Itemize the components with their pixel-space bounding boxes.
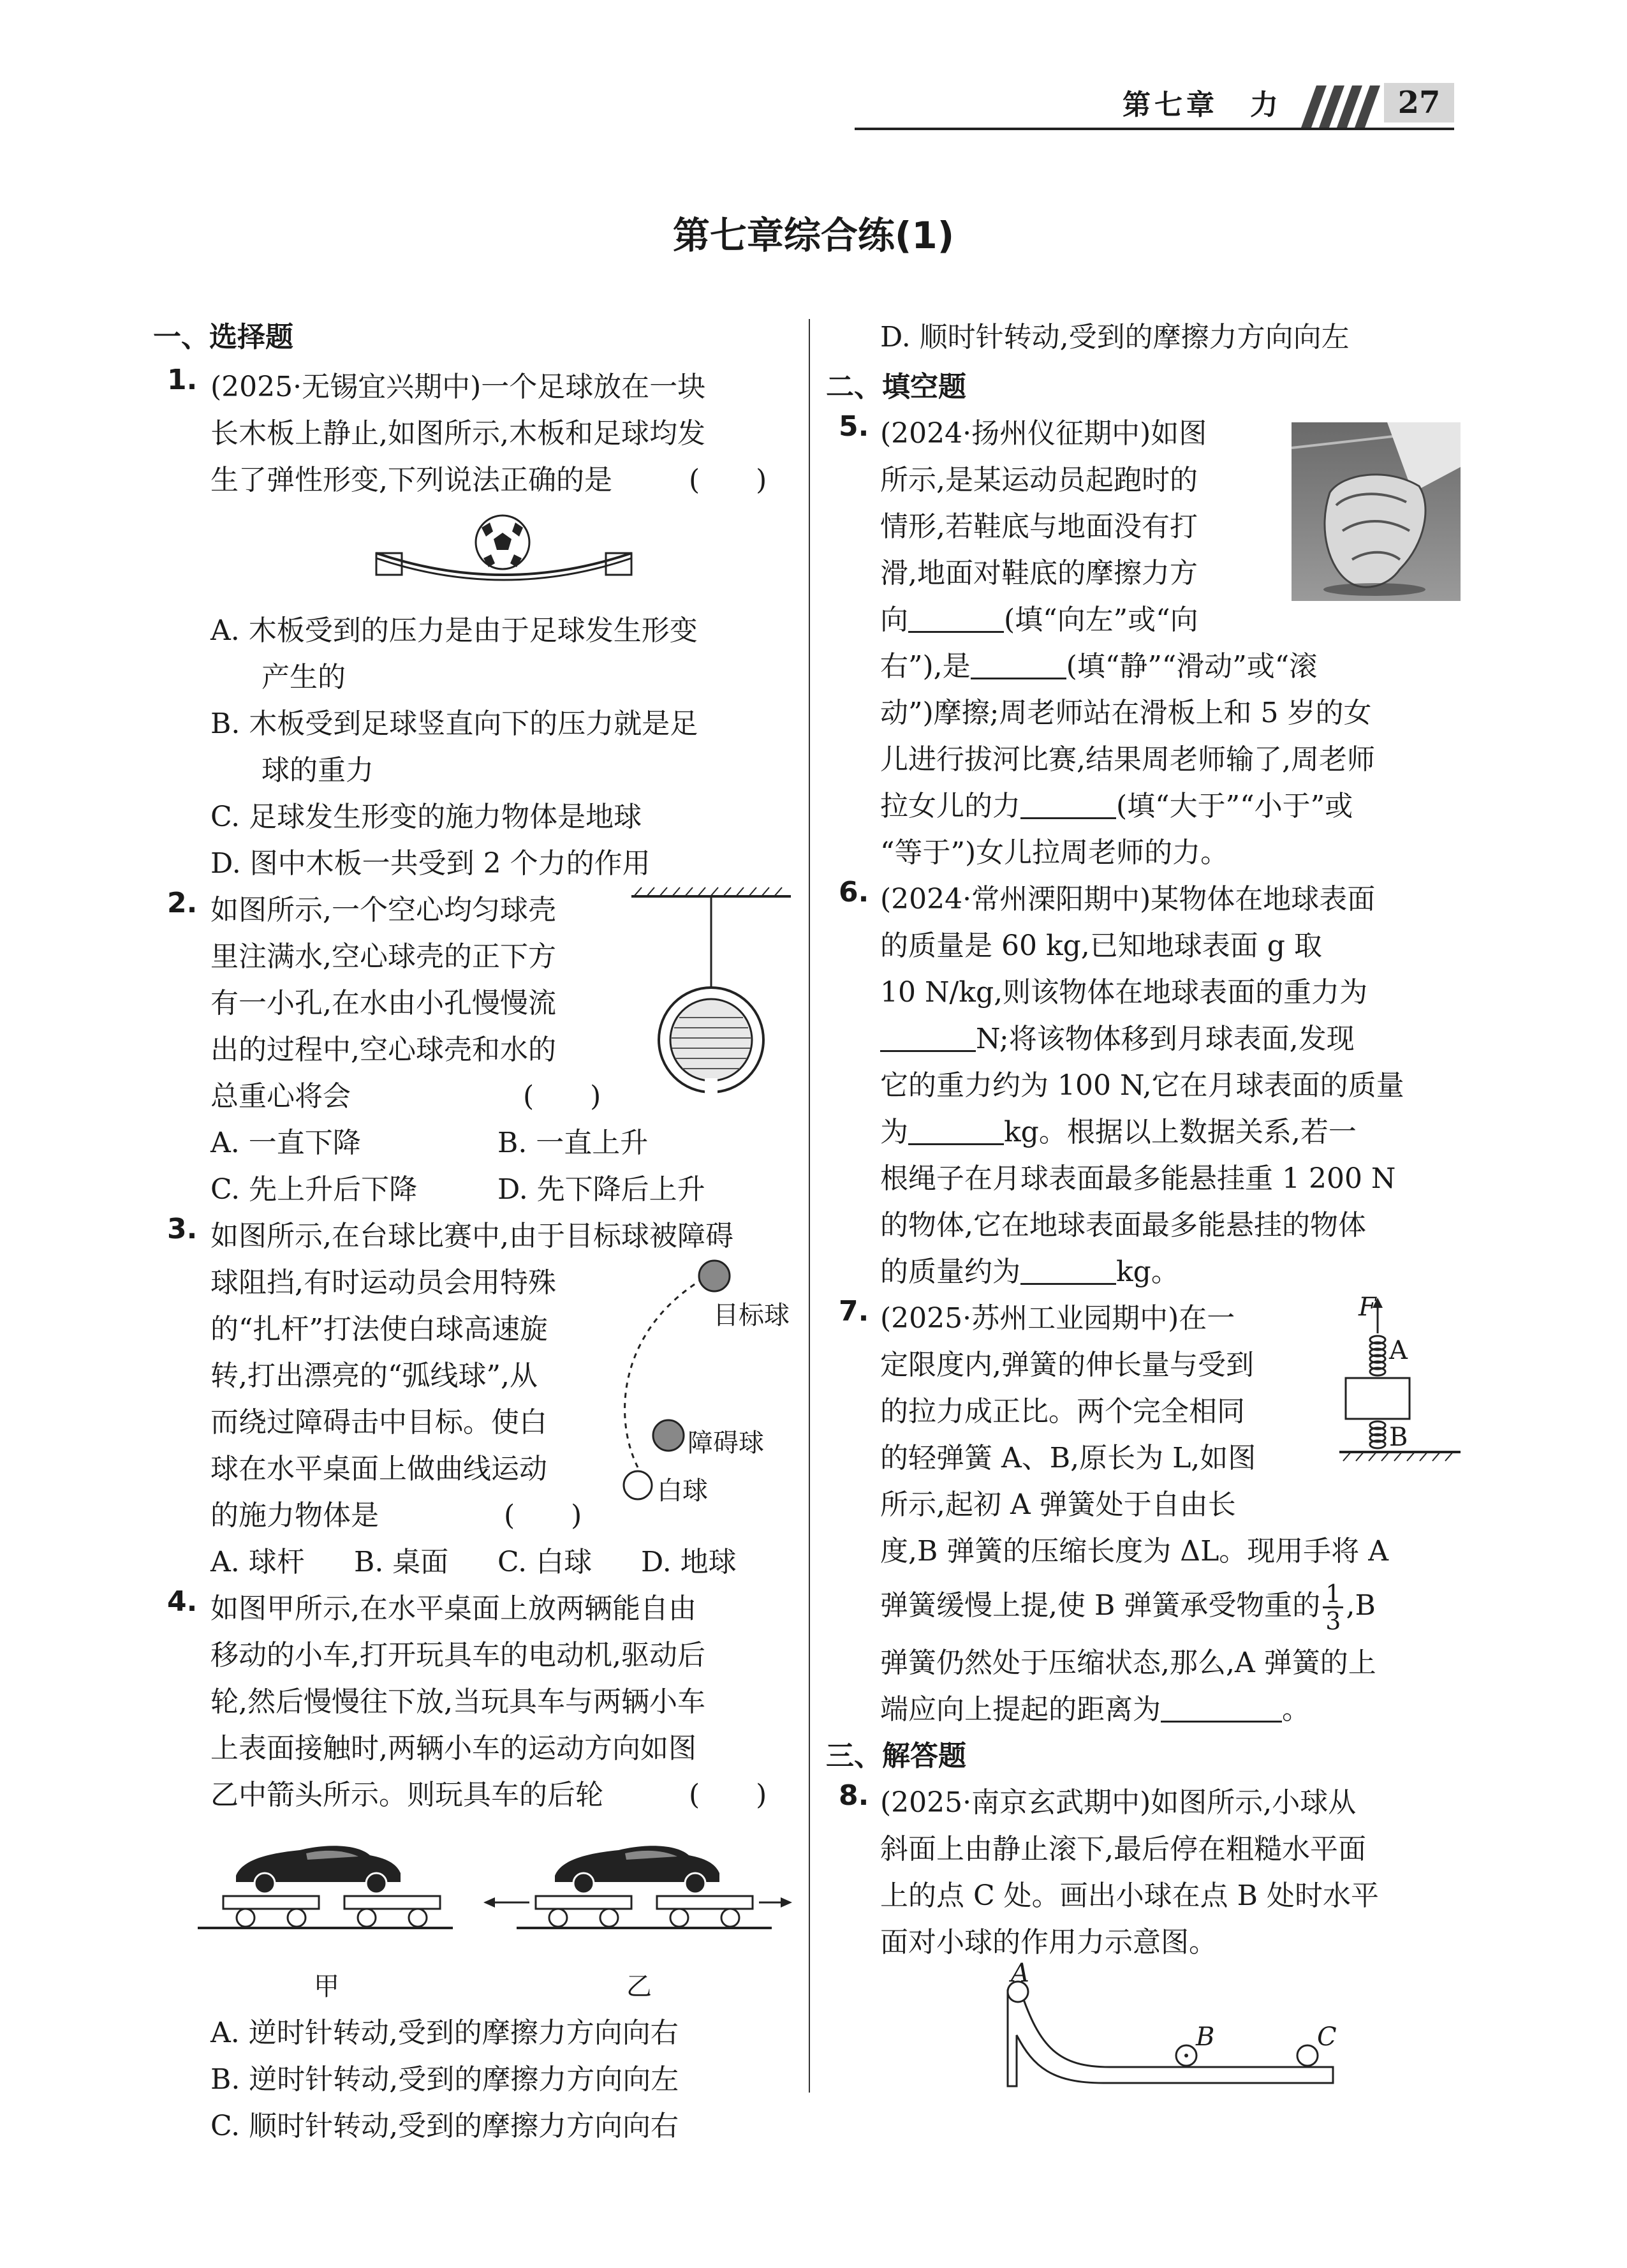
q3-option-b: B. 桌面	[354, 1546, 449, 1578]
q5-line-6-text: 右”),是	[880, 650, 971, 683]
q7-line-8: 弹簧仍然处于压缩状态,那么,A 弹簧的上	[880, 1647, 1376, 1679]
q1-option-b-cont: 球的重力	[261, 754, 374, 787]
q5-line-4: 滑,地面对鞋底的摩擦力方	[880, 557, 1198, 589]
q5-line-6	[880, 643, 1317, 684]
q6-line-4	[880, 1016, 1355, 1056]
q1-football-figure	[370, 514, 638, 597]
q8-line-4: 面对小球的作用力示意图。	[880, 1926, 1217, 1959]
q4-line-4: 上表面接触时,两辆小车的运动方向如图	[210, 1732, 696, 1765]
page-title: 第七章综合练(1)	[672, 214, 955, 257]
q7-line-7-text: 弹簧缓慢上提,使 B 弹簧承受物重的	[880, 1589, 1321, 1622]
q1-answer-paren[interactable]: ( )	[689, 464, 767, 496]
q5-line-3: 情形,若鞋底与地面没有打	[880, 510, 1198, 543]
q6-line-7: 根绳子在月球表面最多能悬挂重 1 200 N	[880, 1162, 1396, 1195]
q6-blank-2[interactable]	[908, 1118, 1004, 1145]
column-divider	[809, 319, 810, 2093]
q7-fraction-denominator: 3	[1325, 1607, 1341, 1635]
page-number: 27	[1384, 83, 1454, 122]
q5-line-9-text: 拉女儿的力	[880, 790, 1020, 822]
q6-blank-1[interactable]	[880, 1025, 976, 1052]
q5-line-1: (2024·扬州仪征期中)如图	[880, 417, 1207, 450]
q7-line-9-tail: 。	[1282, 1693, 1310, 1726]
q3-line-3: 的“扎杆”打法使白球高速旋	[210, 1313, 548, 1345]
q1-option-b: B. 木板受到足球竖直向下的压力就是足	[210, 708, 698, 740]
q3-obstacle-ball-label: 障碍球	[688, 1428, 764, 1458]
section-solve-heading: 三、解答题	[826, 1740, 966, 1772]
q3-billiards-figure	[612, 1250, 804, 1506]
q3-line-5: 而绕过障碍击中目标。使白	[210, 1406, 547, 1439]
q6-line-9-tail: kg。	[1116, 1256, 1179, 1288]
q2-line-2: 里注满水,空心球壳的正下方	[210, 940, 556, 973]
q7-line-4: 的轻弹簧 A、B,原长为 L,如图	[880, 1442, 1256, 1474]
q4-line-2: 移动的小车,打开玩具车的电动机,驱动后	[210, 1639, 705, 1671]
q4-option-b: B. 逆时针转动,受到的摩擦力方向向左	[210, 2063, 679, 2096]
q4-line-5: 乙中箭头所示。则玩具车的后轮	[210, 1779, 603, 1811]
q4-figure-a-toy-car-and-carts	[191, 1825, 459, 1965]
q1-option-d: D. 图中木板一共受到 2 个力的作用	[210, 847, 651, 880]
q8-ramp-figure	[995, 1971, 1352, 2099]
q2-option-b: B. 一直上升	[497, 1127, 649, 1159]
section-choice-heading: 一、选择题	[153, 321, 293, 353]
q2-line-1: 如图所示,一个空心均匀球壳	[210, 894, 556, 926]
q5-line-2: 所示,是某运动员起跑时的	[880, 464, 1198, 496]
q2-answer-paren[interactable]: ( )	[523, 1080, 601, 1113]
q5-line-5-text: 向	[880, 604, 908, 636]
q3-line-4: 转,打出漂亮的“弧线球”,从	[210, 1360, 538, 1392]
q7-blank-1[interactable]	[1161, 1695, 1282, 1723]
header-rule	[855, 128, 1454, 130]
q5-blank-1[interactable]	[908, 605, 1004, 633]
q7-force-label: F	[1358, 1293, 1376, 1322]
q5-blank-3[interactable]	[1020, 792, 1116, 819]
q4-answer-paren[interactable]: ( )	[689, 1779, 767, 1811]
q3-option-a: A. 球杆	[210, 1546, 305, 1578]
q3-number: 3.	[167, 1213, 198, 1245]
q2-number: 2.	[167, 887, 198, 919]
header-stripes-decoration	[1295, 85, 1384, 128]
q7-line-9-text: 端应向上提起的距离为	[880, 1693, 1161, 1726]
q6-line-6	[880, 1109, 1357, 1150]
q5-line-8: 儿进行拔河比赛,结果周老师输了,周老师	[880, 743, 1375, 776]
q7-fraction	[1323, 1581, 1343, 1634]
q5-line-5	[880, 597, 1198, 637]
q5-line-9	[880, 783, 1353, 824]
q8-point-c-label: C	[1317, 2022, 1337, 2052]
q7-line-5: 所示,起初 A 弹簧处于自由长	[880, 1488, 1236, 1521]
q5-line-9-tail: (填“大于”“小于”或	[1116, 790, 1353, 822]
q7-number: 7.	[839, 1295, 869, 1328]
q3-white-ball-label: 白球	[657, 1476, 708, 1506]
q6-number: 6.	[839, 876, 869, 908]
q2-option-d: D. 先下降后上升	[497, 1173, 705, 1206]
q1-number: 1.	[167, 364, 198, 396]
q5-line-7: 动”)摩擦;周老师站在滑板上和 5 岁的女	[880, 697, 1372, 729]
q2-option-a: A. 一直下降	[210, 1127, 361, 1159]
q6-line-5: 它的重力约为 100 N,它在月球表面的质量	[880, 1069, 1404, 1102]
q4-option-c: C. 顺时针转动,受到的摩擦力方向向右	[210, 2110, 679, 2142]
q5-blank-2[interactable]	[971, 652, 1066, 679]
q5-line-10: “等于”)女儿拉周老师的力。	[880, 836, 1229, 869]
q5-line-5-tail: (填“向左”或“向	[1004, 604, 1198, 636]
q8-point-a-label: A	[1011, 1959, 1029, 1988]
q6-line-3: 10 N/kg,则该物体在地球表面的重力为	[880, 976, 1368, 1009]
q7-line-7	[880, 1581, 1376, 1634]
q8-number: 8.	[839, 1779, 869, 1812]
q6-line-9-text: 的质量约为	[880, 1256, 1020, 1288]
q4-line-3: 轮,然后慢慢往下放,当玩具车与两辆小车	[210, 1686, 705, 1718]
q2-line-3: 有一小孔,在水由小孔慢慢流	[210, 987, 556, 1019]
header-chapter: 第七章 力	[1123, 89, 1282, 121]
q6-line-6-tail: kg。根据以上数据关系,若一	[1004, 1116, 1357, 1148]
q7-line-9	[880, 1686, 1310, 1727]
q5-number: 5.	[839, 410, 869, 443]
q7-line-1: (2025·苏州工业园期中)在一	[880, 1302, 1235, 1335]
q2-hollow-sphere-figure	[625, 884, 797, 1120]
q5-line-6-tail: (填“静”“滑动”或“滚	[1066, 650, 1318, 683]
q8-line-2: 斜面上由静止滚下,最后停在粗糙水平面	[880, 1833, 1366, 1865]
q3-option-d: D. 地球	[641, 1546, 737, 1578]
q6-line-2: 的质量是 60 kg,已知地球表面 g 取	[880, 930, 1322, 962]
q2-line-5: 总重心将会	[210, 1080, 351, 1113]
q3-target-ball-label: 目标球	[713, 1301, 790, 1330]
q7-fraction-numerator: 1	[1323, 1581, 1343, 1608]
q1-option-c: C. 足球发生形变的施力物体是地球	[210, 801, 642, 833]
q7-line-2: 定限度内,弹簧的伸长量与受到	[880, 1349, 1254, 1381]
q4-figure-a-label: 甲	[314, 1972, 339, 2001]
q6-line-8: 的物体,它在地球表面最多能悬挂的物体	[880, 1209, 1366, 1241]
q3-answer-paren[interactable]: ( )	[504, 1499, 582, 1532]
q5-sprinter-shoe-photo	[1292, 422, 1461, 601]
q8-line-1: (2025·南京玄武期中)如图所示,小球从	[880, 1786, 1357, 1819]
q7-line-3: 的拉力成正比。两个完全相同	[880, 1395, 1245, 1428]
q1-line-1: (2025·无锡宜兴期中)一个足球放在一块	[210, 371, 706, 403]
section-fill-heading: 二、填空题	[826, 371, 966, 403]
q1-line-3: 生了弹性形变,下列说法正确的是	[210, 464, 612, 496]
q4-line-1: 如图甲所示,在水平桌面上放两辆能自由	[210, 1592, 696, 1625]
q2-option-c: C. 先上升后下降	[210, 1173, 418, 1206]
q4-number: 4.	[167, 1585, 198, 1618]
q6-blank-3[interactable]	[1020, 1257, 1116, 1285]
q4-figure-b-toy-car-with-arrows	[478, 1825, 797, 1965]
q4-option-a: A. 逆时针转动,受到的摩擦力方向向右	[210, 2017, 679, 2049]
q3-line-1: 如图所示,在台球比赛中,由于目标球被障碍	[210, 1220, 733, 1252]
q7-spring-block-figure	[1339, 1295, 1467, 1486]
q7-line-6: 度,B 弹簧的压缩长度为 ΔL。现用手将 A	[880, 1535, 1389, 1568]
q3-line-6: 球在水平桌面上做曲线运动	[210, 1453, 547, 1485]
q2-line-4: 出的过程中,空心球壳和水的	[210, 1034, 556, 1066]
q3-line-7: 的施力物体是	[210, 1499, 379, 1532]
q3-option-c: C. 白球	[497, 1546, 593, 1578]
q7-line-7-tail: ,B	[1346, 1589, 1376, 1622]
q6-line-4-text: N;将该物体移到月球表面,发现	[976, 1023, 1355, 1055]
q8-line-3: 上的点 C 处。画出小球在点 B 处时水平	[880, 1879, 1379, 1912]
q7-spring-a-label: A	[1389, 1336, 1408, 1365]
q8-point-b-label: B	[1196, 2022, 1215, 2052]
q6-line-6-text: 为	[880, 1116, 908, 1148]
q1-option-a-cont: 产生的	[261, 661, 346, 693]
q4-option-d: D. 顺时针转动,受到的摩擦力方向向左	[880, 321, 1350, 353]
q7-spring-b-label: B	[1389, 1423, 1408, 1452]
q4-figure-b-label: 乙	[626, 1972, 652, 2001]
q6-line-9	[880, 1249, 1179, 1289]
q1-line-2: 长木板上静止,如图所示,木板和足球均发	[210, 417, 705, 450]
q3-line-2: 球阻挡,有时运动员会用特殊	[210, 1266, 556, 1299]
q6-line-1: (2024·常州溧阳期中)某物体在地球表面	[880, 883, 1376, 915]
q1-option-a: A. 木板受到的压力是由于足球发生形变	[210, 614, 698, 647]
